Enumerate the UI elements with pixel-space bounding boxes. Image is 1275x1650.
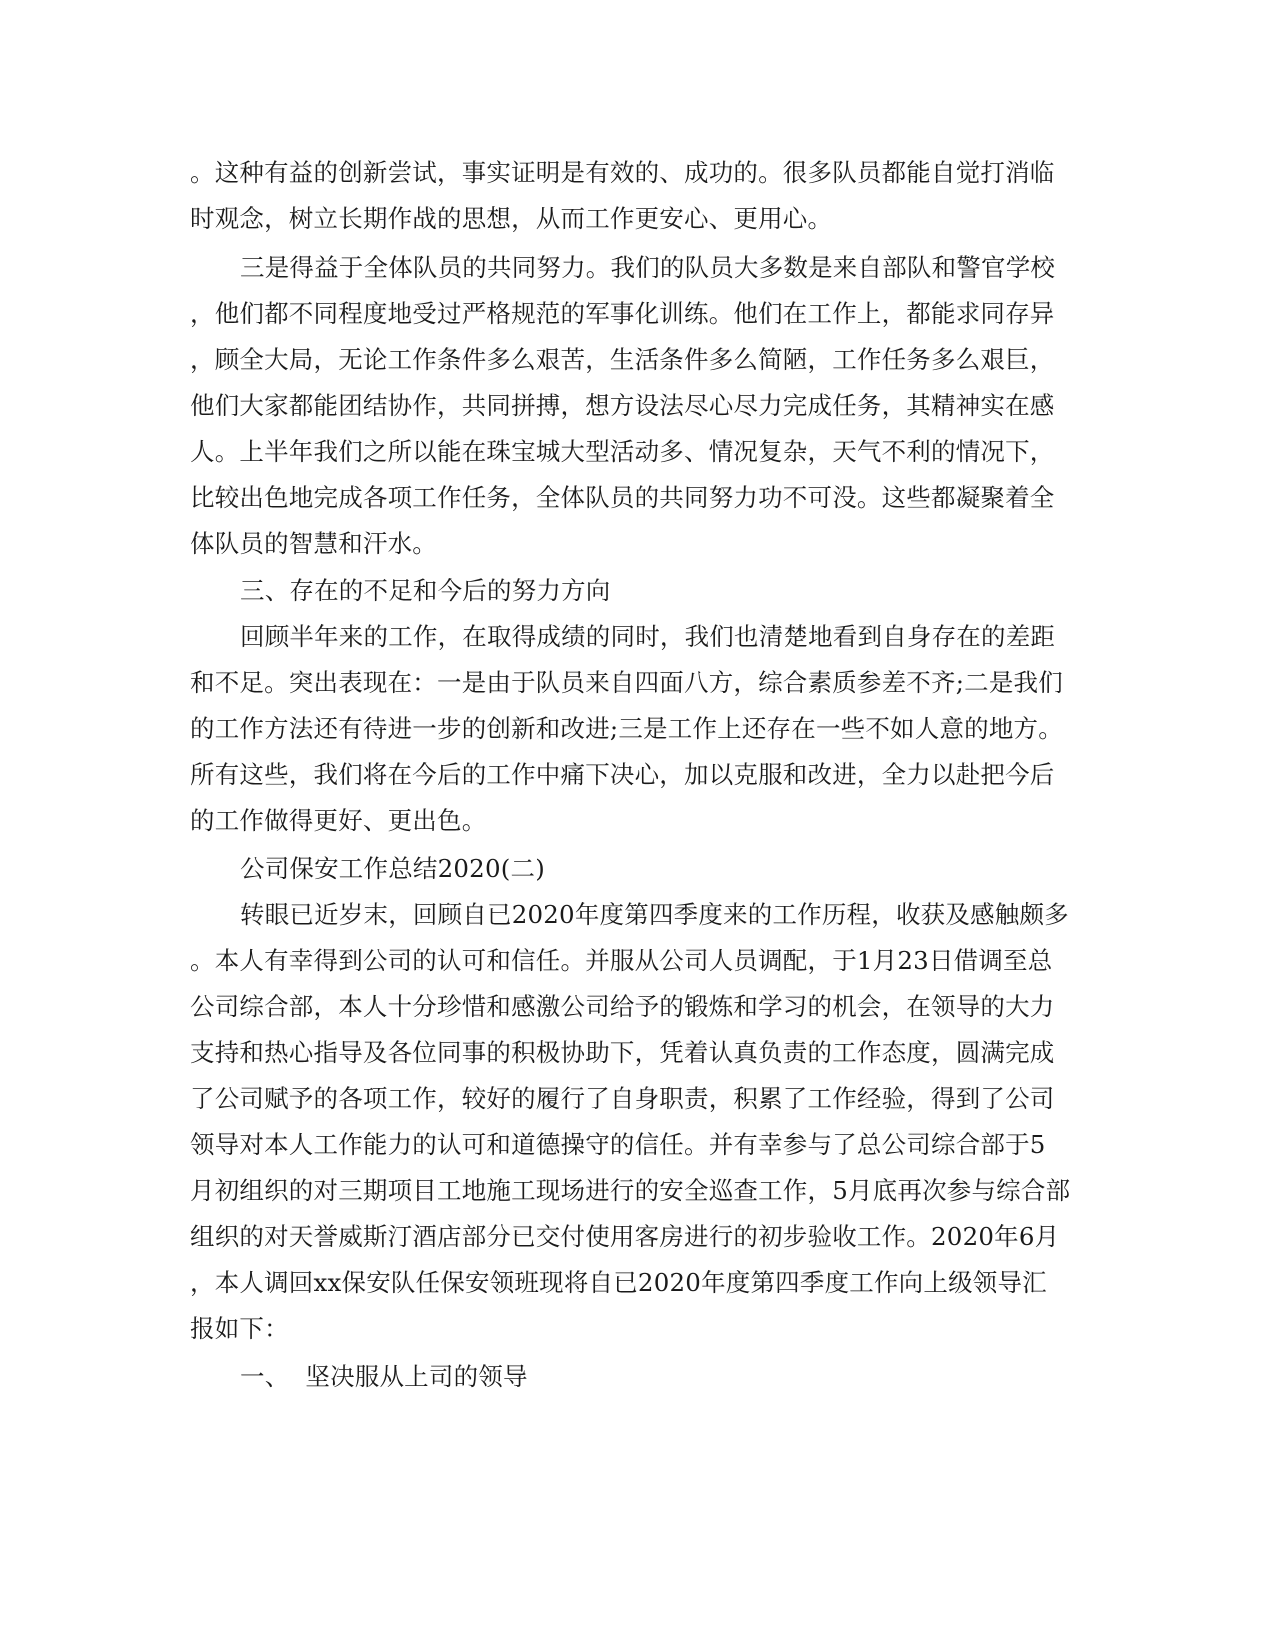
paragraph-line: ，本人调回xx保安队任保安领班现将自已2020年度第四季度工作向上级领导汇	[190, 1268, 1047, 1297]
paragraph-line: 体队员的智慧和汗水。	[190, 529, 437, 558]
paragraph-line: 和不足。突出表现在：一是由于队员来自四面八方，综合素质参差不齐;二是我们	[190, 668, 1063, 697]
paragraph-line: 回顾半年来的工作，在取得成绩的同时，我们也清楚地看到自身存在的差距	[240, 622, 1056, 651]
paragraph-line: 的工作做得更好、更出色。	[190, 806, 487, 835]
paragraph-line: 他们大家都能团结协作，共同拼搏，想方设法尽心尽力完成任务，其精神实在感	[190, 391, 1055, 420]
document-subtitle: 公司保安工作总结2020(二)	[240, 854, 545, 883]
paragraph-line: 领导对本人工作能力的认可和道德操守的信任。并有幸参与了总公司综合部于5	[190, 1130, 1046, 1159]
paragraph-line: 。这种有益的创新尝试，事实证明是有效的、成功的。很多队员都能自觉打消临	[190, 158, 1055, 187]
paragraph-line: 了公司赋予的各项工作，较好的履行了自身职责，积累了工作经验，得到了公司	[190, 1084, 1055, 1113]
paragraph-line: 组织的对天誉威斯汀酒店部分已交付使用客房进行的初步验收工作。2020年6月	[190, 1222, 1060, 1251]
paragraph-line: 月初组织的对三期项目工地施工现场进行的安全巡查工作，5月底再次参与综合部	[190, 1176, 1071, 1205]
paragraph-line: ，顾全大局，无论工作条件多么艰苦，生活条件多么简陋，工作任务多么艰巨，	[190, 345, 1055, 374]
paragraph-line: 报如下：	[190, 1314, 289, 1343]
section-heading: 三、存在的不足和今后的努力方向	[240, 576, 611, 605]
paragraph-line: 。本人有幸得到公司的认可和信任。并服从公司人员调配，于1月23日借调至总	[190, 946, 1053, 975]
paragraph-line: 所有这些，我们将在今后的工作中痛下决心，加以克服和改进，全力以赴把今后	[190, 760, 1055, 789]
paragraph-line: 三是得益于全体队员的共同努力。我们的队员大多数是来自部队和警官学校	[240, 253, 1056, 282]
paragraph-line: 比较出色地完成各项工作任务，全体队员的共同努力功不可没。这些都凝聚着全	[190, 483, 1055, 512]
section-heading: 一、 坚决服从上司的领导	[240, 1362, 528, 1391]
paragraph-line: 时观念，树立长期作战的思想，从而工作更安心、更用心。	[190, 204, 833, 233]
paragraph-line: 的工作方法还有待进一步的创新和改进;三是工作上还存在一些不如人意的地方。	[190, 714, 1063, 743]
paragraph-line: 支持和热心指导及各位同事的积极协助下，凭着认真负责的工作态度，圆满完成	[190, 1038, 1055, 1067]
paragraph-line: 人。上半年我们之所以能在珠宝城大型活动多、情况复杂，天气不利的情况下，	[190, 437, 1055, 466]
paragraph-line: 公司综合部，本人十分珍惜和感激公司给予的锻炼和学习的机会，在领导的大力	[190, 992, 1055, 1021]
paragraph-line: ，他们都不同程度地受过严格规范的军事化训练。他们在工作上，都能求同存异	[190, 299, 1055, 328]
paragraph-line: 转眼已近岁末，回顾自已2020年度第四季度来的工作历程，收获及感触颇多	[240, 900, 1069, 929]
